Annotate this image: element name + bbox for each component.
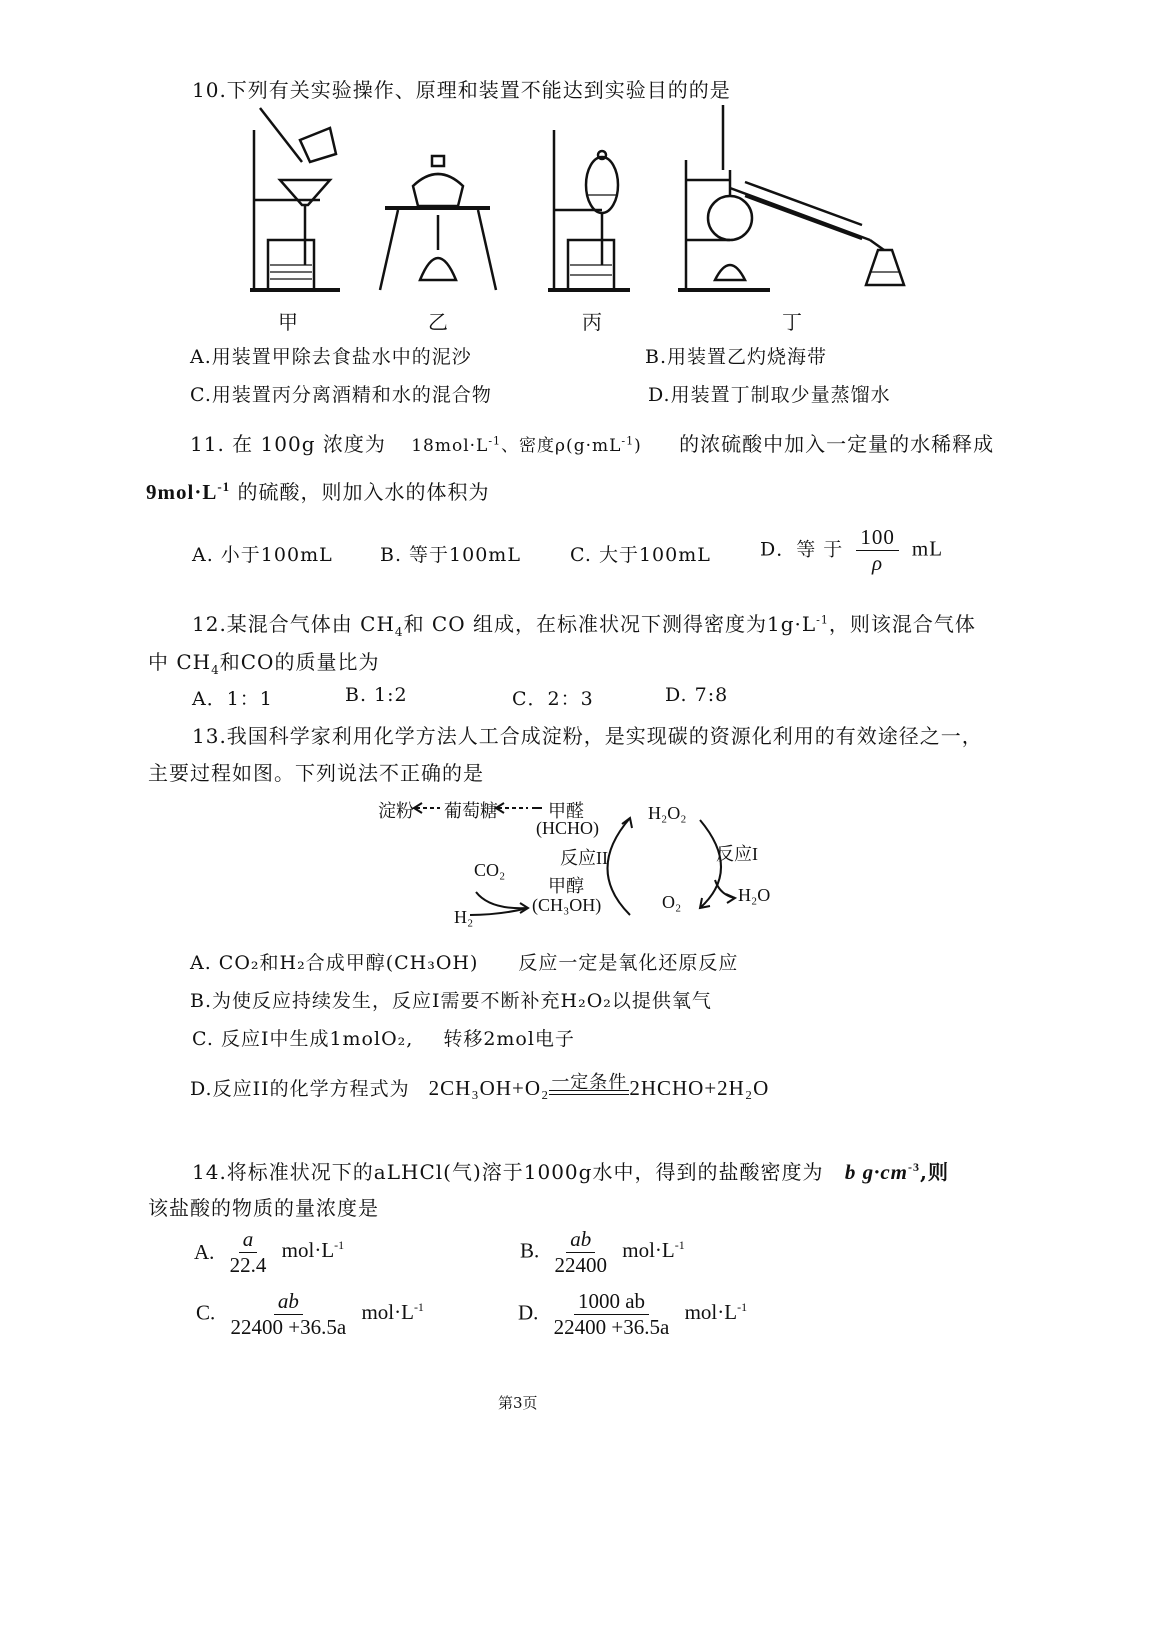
fraction-denominator: ρ [872, 551, 884, 576]
apparatus-yi-illustration [380, 156, 496, 290]
diagram-methanol-formula: (CH₃OH) [532, 895, 602, 915]
q12-stem-line2: 中 $CH_4$和CO的质量比为 [148, 650, 380, 677]
apparatus-label-bing: 丙 [582, 310, 602, 334]
apparatus-label-yi: 乙 [428, 310, 448, 334]
q11-option-a: A. 小于100mL [192, 544, 333, 566]
diagram-o2: O₂ [662, 892, 682, 912]
q11-option-d-unit: mL [911, 536, 944, 561]
q10-option-d: D.用装置丁制取少量蒸馏水 [648, 384, 891, 406]
diagram-glucose: 葡萄糖 [444, 801, 498, 821]
q14-stem-line2: 该盐酸的物质的量浓度是 [148, 1196, 379, 1220]
q11-stem-start: 11. 在 100g 浓度为 [190, 432, 386, 456]
fraction-numerator: 100 [856, 526, 899, 551]
diagram-reaction-1: 反应I [716, 844, 758, 864]
apparatus-label-jia: 甲 [278, 310, 298, 334]
q11-stem-line2-text: 的硫酸，则加入水的体积为 [237, 480, 490, 504]
q12-option-a: A．1：1 [192, 688, 273, 710]
q12-option-b: B. 1:2 [345, 684, 408, 706]
q14-option-b: B. $\frac{ab}{22400}$ $mol\cdot L^{-1}$ [520, 1227, 685, 1278]
page-number: 第3页 [498, 1394, 538, 1412]
q14-option-d: D. $\frac{1000 ab}{22400 +36.5a}$ $mol\cdot L^{-1}$ [518, 1289, 748, 1340]
q13-option-d-equation: 2CH₃OH+O₂ 一定条件 2HCHO+2H₂O [428, 1072, 770, 1100]
apparatus-ding-illustration [678, 105, 904, 290]
diagram-starch: 淀粉 [378, 801, 414, 821]
q14-stem-line1: 14.将标准状况下的aLHCl(气)溶于1000g水中，得到的盐酸密度为 b $g\cdot cm^{-3}$,则 [192, 1160, 949, 1184]
diagram-hcho-name: 甲醛 [548, 801, 584, 821]
apparatus-label-ding: 丁 [782, 310, 802, 334]
q11-concentration: $18mol\cdot L^{-1}$ [411, 434, 502, 456]
q10-option-b: B.用装置乙灼烧海带 [645, 346, 828, 368]
q11-stem [190, 428, 994, 457]
diagram-h2: H₂ [454, 907, 474, 927]
q12-stem-line1: 12.某混合气体由 $CH_4$和 CO 组成，在标准状况下测得密度为$1g\cdot L^{-1}$，则该混合气体 [192, 612, 976, 639]
q13-option-c: C. 反应I中生成1molO₂, 转移2mol电子 [192, 1028, 575, 1050]
q13-option-a: A. CO₂和H₂合成甲醇(CH₃OH) 反应一定是氧化还原反应 [190, 952, 739, 974]
apparatus-bing-illustration [548, 130, 630, 290]
reaction-condition-arrow: 一定条件 [551, 1072, 628, 1093]
q13-option-d [190, 1074, 769, 1101]
diagram-co2: CO₂ [474, 860, 506, 880]
q13-option-d-prefix: D.反应II的化学方程式为 [190, 1078, 410, 1100]
diagram-h2o2: H₂O₂ [648, 803, 687, 823]
diagram-hcho-formula: (HCHO) [536, 818, 599, 838]
q10-stem: 10.下列有关实验操作、原理和装置不能达到实验目的的是 [192, 78, 731, 102]
q12-option-d: D. 7:8 [665, 684, 729, 706]
diagram-methanol-name: 甲醇 [548, 876, 584, 896]
q11-target-concentration: $9mol\cdot L^{-1}$ [146, 479, 231, 504]
q11-option-d-prefix: D．等 于 [760, 538, 844, 561]
q13-stem-line1: 13.我国科学家利用化学方法人工合成淀粉，是实现碳的资源化利用的有效途径之一， [192, 724, 983, 748]
q11-stem-end: 的浓硫酸中加入一定量的水稀释成 [679, 432, 995, 456]
q11-density: 、密度$\rho(g\cdot mL^{-1})$ [501, 434, 642, 456]
q14-option-a: A. $\frac{a}{22.4}$ $mol\cdot L^{-1}$ [194, 1227, 345, 1278]
q10-option-a: A.用装置甲除去食盐水中的泥沙 [190, 346, 472, 368]
q11-option-b: B. 等于100mL [380, 544, 521, 566]
diagram-h2o: H₂O [738, 885, 771, 905]
q13-stem-line2: 主要过程如图。下列说法不正确的是 [148, 761, 484, 785]
q14-option-c: C. $\frac{ab}{22400 +36.5a}$ $mol\cdot L^{-1}$ [196, 1289, 424, 1340]
q12-option-c: C．2：3 [512, 688, 594, 710]
q10-option-c: C.用装置丙分离酒精和水的混合物 [190, 384, 492, 406]
q11-option-d-fraction [856, 526, 899, 575]
diagram-reaction-2: 反应II [560, 848, 608, 868]
q13-option-b: B.为使反应持续发生，反应I需要不断补充H₂O₂以提供氧气 [190, 990, 712, 1012]
q11-option-c: C. 大于100mL [570, 544, 711, 566]
q11-option-d [760, 526, 943, 575]
q11-stem-line2 [146, 476, 490, 505]
apparatus-figure [230, 100, 930, 330]
apparatus-jia-illustration [250, 108, 340, 290]
